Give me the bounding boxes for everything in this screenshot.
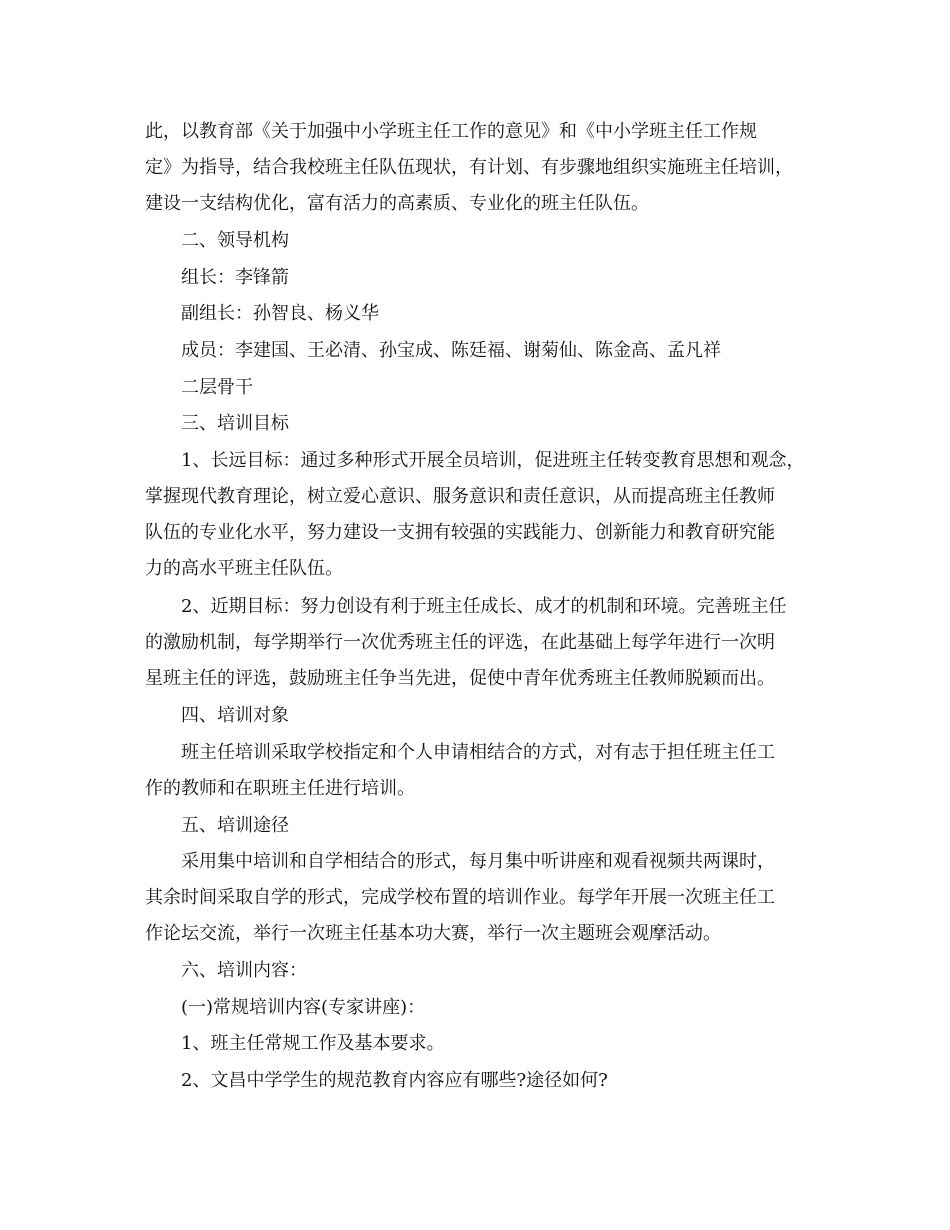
section-heading: 六、培训内容： xyxy=(181,960,307,981)
text-line: 班主任培训采取学校指定和个人申请相结合的方式，对有志于担任班主任工 xyxy=(181,742,775,763)
section-heading: 四、培训对象 xyxy=(181,705,289,726)
text-line: 2、近期目标：努力创设有利于班主任成长、成才的机制和环境。完善班主任 xyxy=(181,596,787,617)
section-heading: 三、培训目标 xyxy=(181,413,289,434)
text-line: 掌握现代教育理论，树立爱心意识、服务意识和责任意识，从而提高班主任教师 xyxy=(145,486,775,507)
text-line: 队伍的专业化水平，努力建设一支拥有较强的实践能力、创新能力和教育研究能 xyxy=(145,522,775,543)
subsection-heading: (一)常规培训内容(专家讲座)： xyxy=(181,997,426,1018)
section-heading: 五、培训途径 xyxy=(181,815,289,836)
text-line: 定》为指导，结合我校班主任队伍现状，有计划、有步骤地组织实施班主任培训， xyxy=(145,157,793,178)
list-item: 1、班主任常规工作及基本要求。 xyxy=(181,1033,445,1054)
text-line: 建设一支结构优化，富有活力的高素质、专业化的班主任队伍。 xyxy=(145,193,649,214)
text-line: 的激励机制，每学期举行一次优秀班主任的评选，在此基础上每学年进行一次明 xyxy=(145,632,775,653)
text-line: 星班主任的评选，鼓励班主任争当先进，促使中青年优秀班主任教师脱颖而出。 xyxy=(145,668,775,689)
list-item: 2、文昌中学学生的规范教育内容应有哪些?途径如何? xyxy=(181,1070,608,1091)
text-line: 力的高水平班主任队伍。 xyxy=(145,558,343,579)
text-line: 作的教师和在职班主任进行培训。 xyxy=(145,778,415,799)
text-line: 此，以教育部《关于加强中小学班主任工作的意见》和《中小学班主任工作规 xyxy=(145,121,757,142)
text-line: 1、长远目标：通过多种形式开展全员培训，促进班主任转变教育思想和观念， xyxy=(181,450,805,471)
text-line: 副组长：孙智良、杨义华 xyxy=(181,303,379,324)
text-line: 二层骨干 xyxy=(181,377,253,398)
text-line: 其余时间采取自学的形式，完成学校布置的培训作业。每学年开展一次班主任工 xyxy=(145,887,775,908)
text-line: 组长：李锋箭 xyxy=(181,267,289,288)
text-line: 成员：李建国、王必清、孙宝成、陈廷福、谢菊仙、陈金高、孟凡祥 xyxy=(181,340,721,361)
text-line: 作论坛交流，举行一次班主任基本功大赛，举行一次主题班会观摩活动。 xyxy=(145,923,721,944)
text-line: 采用集中培训和自学相结合的形式，每月集中听讲座和观看视频共两课时， xyxy=(181,851,775,872)
section-heading: 二、领导机构 xyxy=(181,230,289,251)
